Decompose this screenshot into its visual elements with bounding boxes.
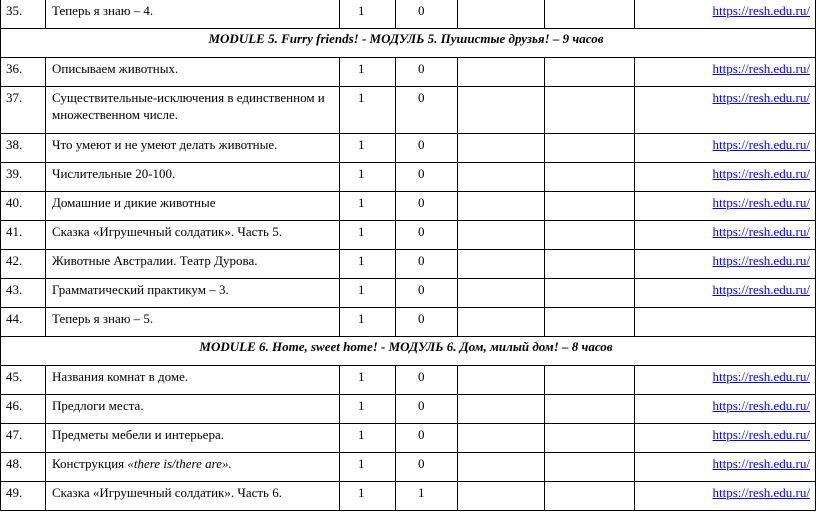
empty-cell [545,308,635,337]
lesson-topic: Грамматический практикум – 3. [46,279,340,308]
lesson-number: 48. [1,453,46,482]
lesson-number: 42. [1,250,46,279]
lesson-number: 46. [1,395,46,424]
lesson-number: 37. [1,87,46,134]
resource-link[interactable]: https://resh.edu.ru/ [712,282,810,297]
empty-cell [545,250,635,279]
lesson-control: 0 [396,192,458,221]
lesson-number: 45. [1,366,46,395]
lesson-control: 0 [396,279,458,308]
resource-link[interactable]: https://resh.edu.ru/ [712,398,810,413]
empty-cell [545,279,635,308]
empty-cell [458,58,545,87]
table-row [1,87,816,134]
lesson-topic: Предлоги места. [46,395,340,424]
lesson-number: 41. [1,221,46,250]
resource-link-cell [635,395,816,424]
lesson-hours: 1 [340,366,396,395]
lesson-control: 0 [396,221,458,250]
lesson-number: 44. [1,308,46,337]
table-row [1,453,816,482]
module-heading: MODULE 5. Furry friends! - МОДУЛЬ 5. Пушистые друзья! – 9 часов [1,29,816,58]
empty-cell [458,453,545,482]
resource-link[interactable]: https://resh.edu.ru/ [712,195,810,210]
lesson-control: 0 [396,250,458,279]
resource-link[interactable]: https://resh.edu.ru/ [712,485,810,500]
lesson-topic: Теперь я знаю – 4. [46,0,340,29]
lesson-control: 0 [396,453,458,482]
lesson-number: 43. [1,279,46,308]
resource-link[interactable]: https://resh.edu.ru/ [712,61,810,76]
lesson-control: 1 [396,482,458,511]
lesson-hours: 1 [340,250,396,279]
empty-cell [458,192,545,221]
lesson-number: 49. [1,482,46,511]
lesson-hours: 1 [340,308,396,337]
table-row [1,279,816,308]
resource-link[interactable]: https://resh.edu.ru/ [712,137,810,152]
empty-cell [545,482,635,511]
empty-cell [458,424,545,453]
lesson-topic: Числительные 20-100. [46,163,340,192]
empty-cell [458,250,545,279]
resource-link-cell [635,192,816,221]
lesson-control: 0 [396,308,458,337]
empty-cell [545,134,635,163]
lesson-topic: Что умеют и не умеют делать животные. [46,134,340,163]
empty-cell [458,134,545,163]
lesson-hours: 1 [340,279,396,308]
empty-cell [545,453,635,482]
lesson-hours: 1 [340,482,396,511]
resource-link-cell [635,163,816,192]
lesson-control: 0 [396,58,458,87]
empty-cell [458,395,545,424]
empty-cell [458,308,545,337]
empty-cell [545,424,635,453]
resource-link-cell [635,308,816,337]
lesson-hours: 1 [340,134,396,163]
lesson-topic: Сказка «Игрушечный солдатик». Часть 6. [46,482,340,511]
empty-cell [545,221,635,250]
lesson-hours: 1 [340,453,396,482]
resource-link-cell [635,0,816,29]
resource-link[interactable]: https://resh.edu.ru/ [712,427,810,442]
resource-link[interactable]: https://resh.edu.ru/ [712,456,810,471]
module-heading: MODULE 6. Home, sweet home! - МОДУЛЬ 6. Дом, милый дом! – 8 часов [1,337,816,366]
table-row [1,0,816,29]
empty-cell [458,0,545,29]
lesson-topic: Предметы мебели и интерьера. [46,424,340,453]
lesson-hours: 1 [340,58,396,87]
lesson-control: 0 [396,366,458,395]
resource-link-cell [635,453,816,482]
resource-link-cell [635,58,816,87]
lesson-number: 40. [1,192,46,221]
section-row [1,29,816,58]
lesson-topic: Описываем животных. [46,58,340,87]
table-row [1,163,816,192]
lesson-hours: 1 [340,424,396,453]
lesson-topic: Домашние и дикие животные [46,192,340,221]
table-row [1,366,816,395]
table-row [1,395,816,424]
empty-cell [458,366,545,395]
resource-link[interactable]: https://resh.edu.ru/ [712,166,810,181]
table-row [1,308,816,337]
resource-link-cell [635,366,816,395]
lesson-topic: Названия комнат в доме. [46,366,340,395]
lesson-control: 0 [396,0,458,29]
empty-cell [545,58,635,87]
lesson-number: 39. [1,163,46,192]
resource-link-cell [635,482,816,511]
empty-cell [545,163,635,192]
lesson-number: 36. [1,58,46,87]
table-row [1,58,816,87]
empty-cell [458,87,545,134]
lesson-control: 0 [396,134,458,163]
lesson-hours: 1 [340,192,396,221]
table-row [1,482,816,511]
empty-cell [545,87,635,134]
table-row [1,134,816,163]
lesson-control: 0 [396,395,458,424]
topic-text: Конструкция [52,456,128,471]
empty-cell [545,192,635,221]
lesson-number: 47. [1,424,46,453]
resource-link[interactable]: https://resh.edu.ru/ [712,3,810,18]
resource-link-cell [635,279,816,308]
resource-link-cell [635,250,816,279]
lesson-hours: 1 [340,395,396,424]
empty-cell [458,482,545,511]
lesson-topic: Существительные-исключения в единственном и множественном числе. [46,87,340,134]
table-row [1,424,816,453]
section-row [1,337,816,366]
table-row [1,250,816,279]
lesson-hours: 1 [340,87,396,134]
lesson-hours: 1 [340,163,396,192]
resource-link-cell [635,134,816,163]
resource-link-cell [635,87,816,134]
resource-link[interactable]: https://resh.edu.ru/ [712,224,810,239]
table-row [1,192,816,221]
lesson-topic [46,453,340,482]
resource-link[interactable]: https://resh.edu.ru/ [712,369,810,384]
topic-construction: «there is/there are». [127,456,232,471]
resource-link[interactable]: https://resh.edu.ru/ [712,90,810,105]
lesson-control: 0 [396,87,458,134]
lesson-topic: Животные Австралии. Театр Дурова. [46,250,340,279]
empty-cell [545,395,635,424]
resource-link[interactable]: https://resh.edu.ru/ [712,253,810,268]
lesson-hours: 1 [340,0,396,29]
resource-link-cell [635,424,816,453]
lesson-control: 0 [396,424,458,453]
resource-link-cell [635,221,816,250]
table-row [1,221,816,250]
lesson-control: 0 [396,163,458,192]
empty-cell [545,366,635,395]
empty-cell [458,221,545,250]
empty-cell [458,163,545,192]
lesson-number: 38. [1,134,46,163]
lesson-hours: 1 [340,221,396,250]
lesson-topic: Теперь я знаю – 5. [46,308,340,337]
lesson-number: 35. [1,0,46,29]
empty-cell [545,0,635,29]
lesson-topic: Сказка «Игрушечный солдатик». Часть 5. [46,221,340,250]
empty-cell [458,279,545,308]
